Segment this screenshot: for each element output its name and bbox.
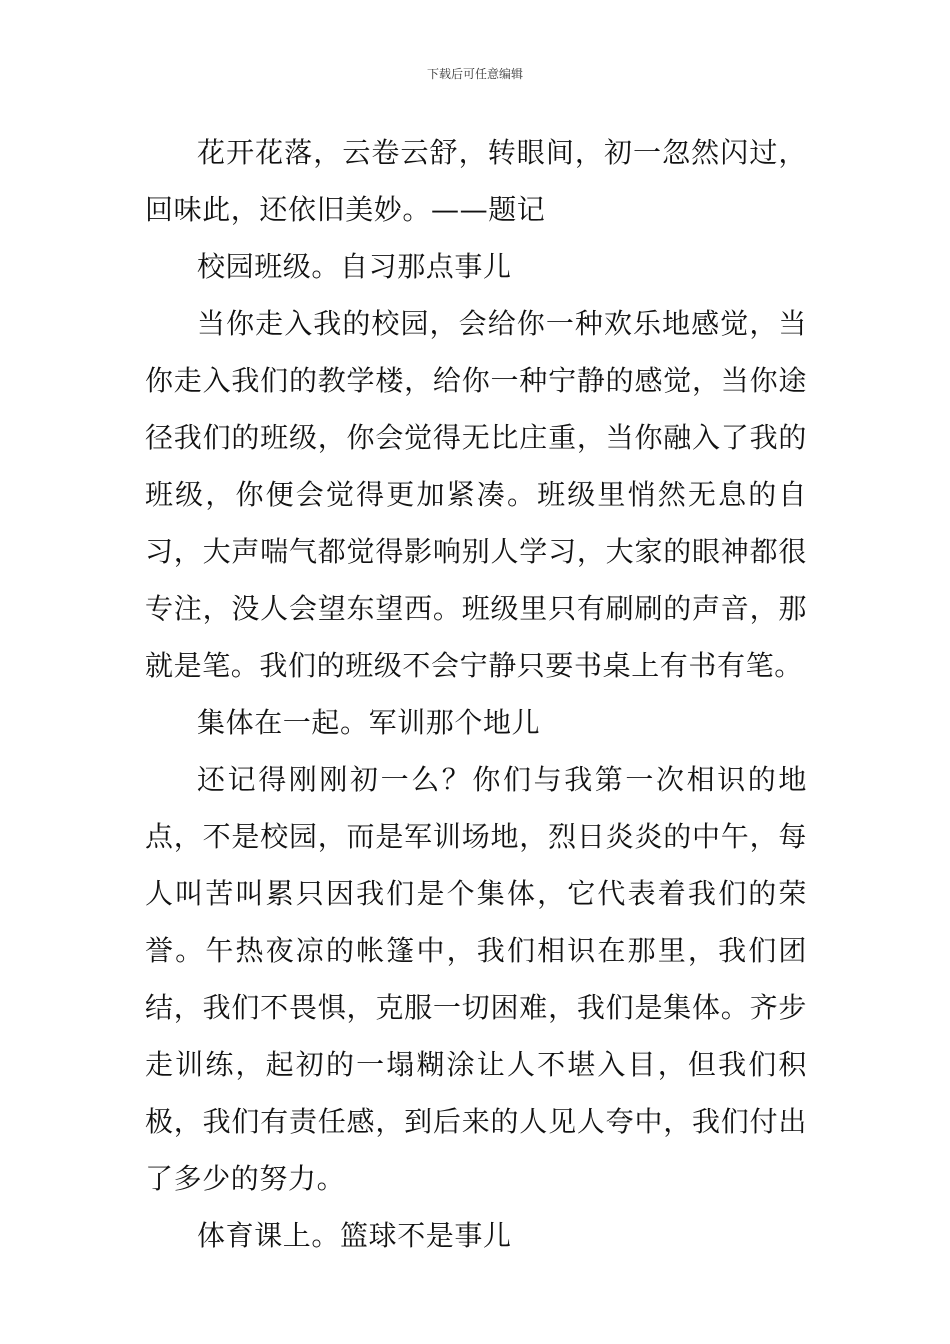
epigraph-paragraph: 花开花落，云卷云舒，转眼间，初一忽然闪过，回味此，还依旧美妙。——题记 [145, 136, 807, 226]
section-heading-pe-class: 体育课上。篮球不是事儿 [197, 1219, 512, 1252]
paragraph-military-training: 还记得刚刚初一么？你们与我第一次相识的地点，不是校园，而是军训场地，烈日炎炎的中午，每人叫苦叫累只因我们是个集体，它代表着我们的荣誉。午热夜凉的帐篷中，我们相识在那里，我们团结，我们不畏惧，克服一切困难，我们是集体。齐步走训练，起初的一塌糊涂让人不堪入目，但我们积极，我们有责任感，到后来的人见人夸中，我们付出了多少的努力。 [145, 763, 807, 1195]
page-header: 下载后可任意编辑 [426, 67, 523, 81]
section-heading-classroom: 校园班级。自习那点事儿 [197, 250, 512, 283]
section-heading-military-training: 集体在一起。军训那个地儿 [197, 706, 541, 739]
document-body [145, 124, 807, 1264]
paragraph-classroom: 当你走入我的校园，会给你一种欢乐地感觉，当你走入我们的教学楼，给你一种宁静的感觉，当你途径我们的班级，你会觉得无比庄重，当你融入了我的班级，你便会觉得更加紧凑。班级里悄然无息的自习，大声喘气都觉得影响别人学习，大家的眼神都很专注，没人会望东望西。班级里只有刷刷的声音，那就是笔。我们的班级不会宁静只要书桌上有书有笔。 [145, 307, 807, 682]
